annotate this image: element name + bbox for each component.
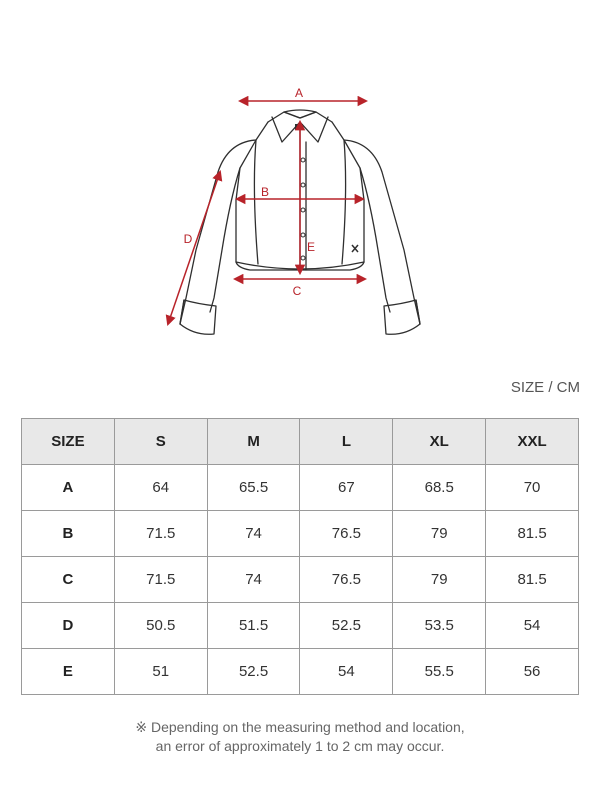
row-label: B (22, 511, 115, 557)
header-xl: XL (393, 419, 486, 465)
table-cell: 54 (486, 603, 579, 649)
size-chart-table (21, 418, 579, 695)
table-cell: 70 (486, 465, 579, 511)
measurement-disclaimer (0, 718, 600, 756)
table-cell: 52.5 (207, 649, 300, 695)
header-m: M (207, 419, 300, 465)
table-cell: 65.5 (207, 465, 300, 511)
pocket-logo-mark (352, 245, 358, 252)
row-label: D (22, 603, 115, 649)
table-cell: 81.5 (486, 511, 579, 557)
label-e: E (306, 240, 316, 254)
table-cell: 79 (393, 511, 486, 557)
table-cell: 56 (486, 649, 579, 695)
label-a: A (294, 86, 304, 100)
label-b: B (260, 185, 270, 199)
table-cell: 74 (207, 557, 300, 603)
label-d: D (183, 232, 193, 246)
table-cell: 71.5 (114, 511, 207, 557)
table-cell: 76.5 (300, 557, 393, 603)
table-cell: 68.5 (393, 465, 486, 511)
table-cell: 71.5 (114, 557, 207, 603)
table-cell: 64 (114, 465, 207, 511)
table-cell: 55.5 (393, 649, 486, 695)
table-cell: 51.5 (207, 603, 300, 649)
table-row (22, 465, 579, 511)
row-label: C (22, 557, 115, 603)
table-row (22, 649, 579, 695)
table-cell: 53.5 (393, 603, 486, 649)
table-cell: 51 (114, 649, 207, 695)
row-label: A (22, 465, 115, 511)
table-row (22, 511, 579, 557)
table-cell: 74 (207, 511, 300, 557)
table-cell: 50.5 (114, 603, 207, 649)
table-cell: 76.5 (300, 511, 393, 557)
table-row (22, 557, 579, 603)
table-cell: 67 (300, 465, 393, 511)
table-cell: 54 (300, 649, 393, 695)
label-c: C (292, 284, 302, 298)
jacket-measurement-diagram (0, 0, 600, 370)
unit-label: SIZE / CM (510, 379, 580, 396)
header-s: S (114, 419, 207, 465)
table-row (22, 603, 579, 649)
collar-logo-mark (295, 124, 303, 130)
jacket-buttons (301, 158, 305, 260)
disclaimer-line-2: an error of approximately 1 to 2 cm may occur. (155, 738, 445, 754)
table-header-row (22, 419, 579, 465)
measure-line-d (168, 172, 220, 324)
disclaimer-line-1: ※ Depending on the measuring method and location, (135, 719, 465, 735)
row-label: E (22, 649, 115, 695)
table-cell: 52.5 (300, 603, 393, 649)
header-xxl: XXL (486, 419, 579, 465)
table-cell: 81.5 (486, 557, 579, 603)
table-cell: 79 (393, 557, 486, 603)
header-l: L (300, 419, 393, 465)
header-size: SIZE (22, 419, 115, 465)
